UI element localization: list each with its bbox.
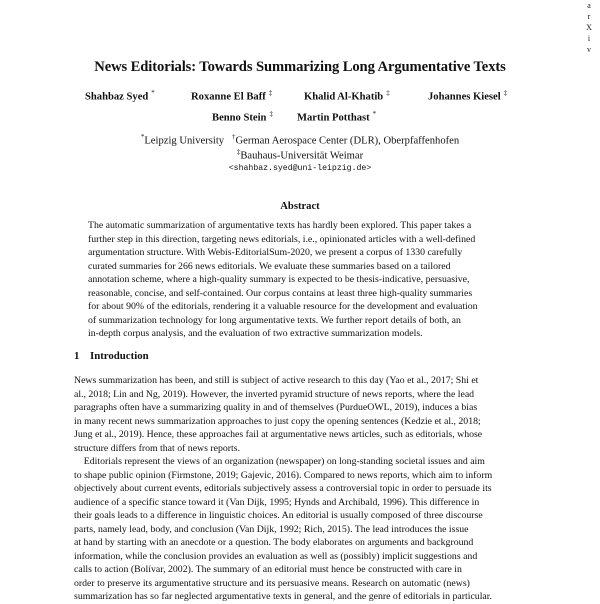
introduction-body bbox=[74, 374, 532, 604]
author-email: <shahbaz.syed@uni-leipzig.de> bbox=[228, 164, 372, 173]
abstract-heading: Abstract bbox=[280, 201, 320, 212]
body-line: News summarization has been, and still is subject of active research to this day (Yao et al., 2017; Shi et bbox=[74, 375, 479, 386]
body-line: calls to action (Bolívar, 2002). The summary of an editorial must hence be constructed with care in bbox=[74, 564, 462, 575]
body-line: objectively about current events, editorials subjectively assess a controversial topic in order to persuade its bbox=[74, 483, 492, 494]
body-line: in many recent news summarization approaches to just copy the opening sentences (Kedzie et al., 2018; bbox=[74, 415, 481, 427]
abstract-line: curated summaries for 266 news editorials. We evaluate these summaries based on a tailored bbox=[88, 260, 451, 272]
abstract-line: for about 90% of the editorials, rendering it a valuable resource for the development and evaluation bbox=[88, 301, 478, 312]
section-title: Introduction bbox=[90, 350, 149, 362]
abstract-line: annotation scheme, where a high-quality summary is expected to be thesis-indicative, persuasive, bbox=[88, 274, 470, 285]
abstract-line: The automatic summarization of argumentative texts has hardly been explored. This paper takes a bbox=[88, 220, 472, 231]
section-number: 1 bbox=[74, 350, 80, 362]
body-line: parts, namely lead, body, and conclusion (Van Dijk, 1992; Rich, 2015). The lead introduces the issue bbox=[74, 523, 469, 535]
abstract-line: of summarization technology for long argumentative texts. We further report details of both, an bbox=[88, 314, 461, 326]
body-line: paragraphs often have a summarizing quality in and of themselves (PurdueOWL, 2019), induces a bias bbox=[74, 402, 478, 413]
arxiv-stamp-char: r bbox=[587, 12, 591, 21]
arxiv-stamp-char: a bbox=[587, 1, 591, 10]
section-heading bbox=[74, 350, 149, 362]
body-line: Editorials represent the views of an organization (newspaper) on long-standing societal issues and aim bbox=[74, 456, 485, 467]
body-line: summarization has so far neglected argumentative texts in general, and the genre of editorials in particular. bbox=[74, 591, 492, 602]
arxiv-stamp-char: i bbox=[587, 34, 591, 43]
body-line: order to preserve its argumentative structure and its persuasive means. Research on automatic (news) bbox=[74, 577, 470, 589]
author: Khalid Al-Khatib ‡ bbox=[304, 89, 390, 103]
body-line: information, while the conclusion provides an evaluation as well as (possibly) implicit suggestions and bbox=[74, 550, 478, 562]
body-line: structure differs from that of news reports. bbox=[74, 442, 241, 454]
abstract-line: reasonable, concise, and self-contained. Our corpus contains at least three high-quality summaries bbox=[88, 287, 473, 299]
body-line: Jung et al., 2019). Hence, these approaches fail at argumentative news articles, such as editorials, whose bbox=[74, 429, 483, 440]
abstract-line: argumentation structure. With Webis-EditorialSum-2020, we present a corpus of 1330 carefully bbox=[88, 247, 463, 258]
body-line: their goals leads to a difference in linguistic choices. An editorial is usually composed of three discourse bbox=[74, 510, 483, 521]
paper-title: News Editorials: Towards Summarizing Long Argumentative Texts bbox=[94, 59, 506, 75]
affiliations-line-1: *Leipzig University †German Aerospace Center (DLR), Oberpfaffenhofen bbox=[140, 133, 460, 147]
affiliations-line-2: ‡Bauhaus-Universität Weimar bbox=[236, 148, 364, 162]
author: Johannes Kiesel ‡ bbox=[428, 89, 508, 103]
abstract-line: in-depth corpus analysis, and the evaluation of two extractive summarization models. bbox=[88, 328, 423, 339]
author: Shahbaz Syed * bbox=[85, 89, 155, 103]
body-line: al., 2018; Lin and Ng, 2019). However, the inverted pyramid structure of news reports, where the lead bbox=[74, 388, 475, 400]
arxiv-stamp-char: v bbox=[587, 45, 591, 54]
arxiv-stamp bbox=[583, 0, 595, 55]
arxiv-stamp-char: X bbox=[586, 23, 592, 32]
body-line: audience of a specific stance toward it (Van Dijk, 1995; Hynds and Archibald, 1996). This difference in bbox=[74, 496, 480, 508]
body-line: at hand by starting with an anecdote or a question. The body elaborates on arguments and background bbox=[74, 537, 474, 548]
abstract-body bbox=[88, 219, 512, 341]
author: Roxanne El Baff ‡ bbox=[191, 89, 273, 103]
author: Martin Potthast * bbox=[297, 110, 377, 124]
abstract-line: further step in this direction, targeting news editorials, i.e., opinionated articles with a well-defined bbox=[88, 233, 476, 245]
body-line: to shape public opinion (Firmstone, 2019; Gajevic, 2016). Compared to news reports, which aim to inform bbox=[74, 469, 493, 481]
author: Benno Stein ‡ bbox=[212, 110, 273, 124]
